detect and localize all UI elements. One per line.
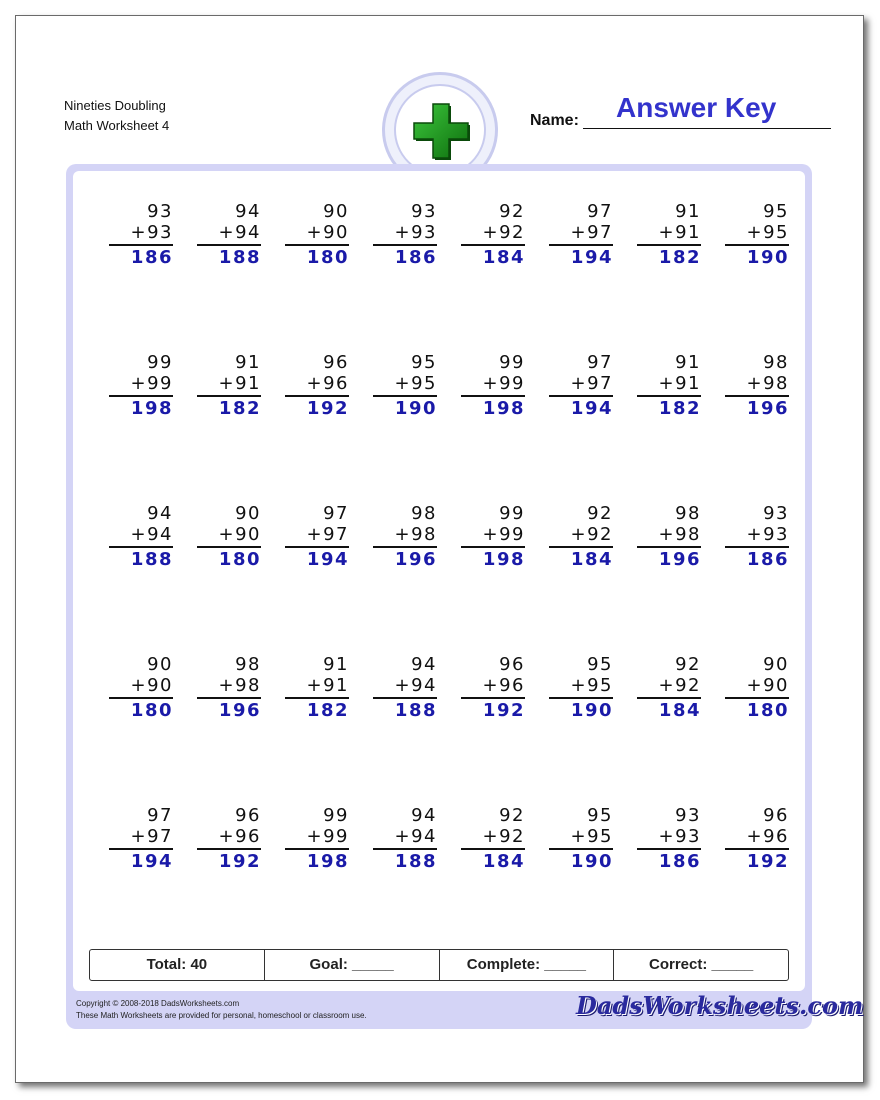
- answer: 190: [570, 851, 613, 872]
- problem: [549, 503, 613, 572]
- addend-bottom: +90: [746, 675, 789, 696]
- score-bar: [89, 949, 789, 981]
- answer: 184: [482, 851, 525, 872]
- problem: [461, 201, 525, 270]
- addend-top: 91: [323, 654, 349, 675]
- total-stat: Total: 40: [90, 950, 265, 980]
- addend-top: 96: [323, 352, 349, 373]
- answer: 186: [394, 247, 437, 268]
- problem: [197, 201, 261, 270]
- addend-bottom: +95: [394, 373, 437, 394]
- copyright-line-2: These Math Worksheets are provided for personal, homeschool or classroom use.: [76, 1011, 367, 1020]
- addend-top: 96: [763, 805, 789, 826]
- addend-top: 98: [411, 503, 437, 524]
- addend-top: 95: [587, 654, 613, 675]
- addend-bottom: +95: [570, 826, 613, 847]
- answer: 180: [218, 549, 261, 570]
- answer: 184: [658, 700, 701, 721]
- addend-bottom: +95: [746, 222, 789, 243]
- addend-top: 94: [147, 503, 173, 524]
- addend-bottom: +97: [570, 222, 613, 243]
- addend-top: 99: [323, 805, 349, 826]
- answer: 194: [306, 549, 349, 570]
- addend-top: 95: [587, 805, 613, 826]
- answer: 194: [570, 398, 613, 419]
- addend-bottom: +96: [746, 826, 789, 847]
- problem: [725, 352, 789, 421]
- problem: [725, 201, 789, 270]
- problem: [637, 654, 701, 723]
- addend-bottom: +98: [394, 524, 437, 545]
- addend-top: 97: [323, 503, 349, 524]
- addend-top: 97: [587, 352, 613, 373]
- problem: [197, 503, 261, 572]
- answer: 180: [130, 700, 173, 721]
- problem: [637, 201, 701, 270]
- problem: [461, 503, 525, 572]
- title-line-1: Nineties Doubling: [64, 98, 166, 113]
- addend-top: 97: [587, 201, 613, 222]
- problems-grid: [73, 171, 805, 991]
- problem: [109, 503, 173, 572]
- addend-bottom: +98: [218, 675, 261, 696]
- addend-top: 94: [411, 654, 437, 675]
- addend-top: 94: [411, 805, 437, 826]
- name-label: Name:: [530, 112, 579, 129]
- addend-bottom: +91: [658, 222, 701, 243]
- answer: 192: [218, 851, 261, 872]
- problem: [549, 654, 613, 723]
- answer: 198: [306, 851, 349, 872]
- addend-bottom: +99: [306, 826, 349, 847]
- addend-bottom: +90: [306, 222, 349, 243]
- problem: [461, 654, 525, 723]
- addend-top: 95: [411, 352, 437, 373]
- answer: 198: [130, 398, 173, 419]
- addend-top: 93: [411, 201, 437, 222]
- problem: [725, 503, 789, 572]
- plus-icon: [410, 100, 472, 162]
- problem: [725, 805, 789, 874]
- answer: 190: [394, 398, 437, 419]
- addend-bottom: +94: [218, 222, 261, 243]
- problem: [373, 352, 437, 421]
- answer: 186: [746, 549, 789, 570]
- answer: 180: [746, 700, 789, 721]
- addend-top: 99: [147, 352, 173, 373]
- addend-bottom: +99: [482, 373, 525, 394]
- addend-bottom: +93: [746, 524, 789, 545]
- addend-bottom: +99: [482, 524, 525, 545]
- problem: [285, 352, 349, 421]
- addend-top: 98: [675, 503, 701, 524]
- addend-bottom: +92: [570, 524, 613, 545]
- addend-top: 93: [147, 201, 173, 222]
- addend-bottom: +95: [570, 675, 613, 696]
- problem: [461, 805, 525, 874]
- answer: 180: [306, 247, 349, 268]
- worksheet-title: [64, 96, 169, 136]
- problem: [109, 201, 173, 270]
- answer: 196: [218, 700, 261, 721]
- copyright-line-1: Copyright © 2008-2018 DadsWorksheets.com: [76, 999, 240, 1008]
- addend-bottom: +98: [746, 373, 789, 394]
- answer: 194: [130, 851, 173, 872]
- addend-bottom: +94: [130, 524, 173, 545]
- answer: 182: [218, 398, 261, 419]
- addend-bottom: +98: [658, 524, 701, 545]
- answer: 188: [394, 700, 437, 721]
- answer: 194: [570, 247, 613, 268]
- addend-bottom: +91: [306, 675, 349, 696]
- addend-bottom: +93: [658, 826, 701, 847]
- problem: [197, 654, 261, 723]
- problem: [637, 503, 701, 572]
- answer: 198: [482, 549, 525, 570]
- worksheet-page: [15, 15, 864, 1083]
- addend-top: 92: [499, 201, 525, 222]
- answer: 182: [306, 700, 349, 721]
- addend-top: 92: [499, 805, 525, 826]
- addend-bottom: +92: [658, 675, 701, 696]
- addend-bottom: +92: [482, 222, 525, 243]
- answer: 186: [130, 247, 173, 268]
- addend-bottom: +96: [218, 826, 261, 847]
- name-line: [583, 128, 831, 129]
- answer: 186: [658, 851, 701, 872]
- addend-bottom: +97: [130, 826, 173, 847]
- problem: [109, 805, 173, 874]
- addend-top: 98: [763, 352, 789, 373]
- addend-top: 90: [763, 654, 789, 675]
- answer: 196: [746, 398, 789, 419]
- addend-bottom: +96: [306, 373, 349, 394]
- problem: [285, 503, 349, 572]
- addend-top: 93: [763, 503, 789, 524]
- addend-top: 91: [675, 201, 701, 222]
- problem: [461, 352, 525, 421]
- answer: 192: [306, 398, 349, 419]
- addend-bottom: +97: [570, 373, 613, 394]
- problem: [373, 805, 437, 874]
- answer: 196: [658, 549, 701, 570]
- copyright: [76, 998, 367, 1022]
- answer: 190: [570, 700, 613, 721]
- addend-top: 92: [587, 503, 613, 524]
- title-line-2: Math Worksheet 4: [64, 118, 170, 133]
- problems-frame: [66, 164, 812, 1029]
- problem: [725, 654, 789, 723]
- problem: [373, 654, 437, 723]
- answer: 192: [746, 851, 789, 872]
- addend-top: 99: [499, 503, 525, 524]
- addend-bottom: +91: [218, 373, 261, 394]
- answer: 188: [130, 549, 173, 570]
- addend-bottom: +94: [394, 826, 437, 847]
- addend-bottom: +91: [658, 373, 701, 394]
- problem: [549, 201, 613, 270]
- problem: [637, 805, 701, 874]
- addend-top: 92: [675, 654, 701, 675]
- brand-logo: DadsWorksheets.com: [576, 991, 864, 1020]
- addend-bottom: +99: [130, 373, 173, 394]
- problem: [109, 352, 173, 421]
- addend-top: 90: [235, 503, 261, 524]
- problem: [373, 201, 437, 270]
- addend-bottom: +92: [482, 826, 525, 847]
- addend-bottom: +93: [394, 222, 437, 243]
- answer: 184: [570, 549, 613, 570]
- problem: [285, 805, 349, 874]
- answer: 196: [394, 549, 437, 570]
- addend-bottom: +90: [218, 524, 261, 545]
- goal-stat: Goal: _____: [265, 950, 440, 980]
- addend-top: 97: [147, 805, 173, 826]
- problem: [285, 201, 349, 270]
- addend-bottom: +93: [130, 222, 173, 243]
- addend-top: 90: [147, 654, 173, 675]
- addend-bottom: +90: [130, 675, 173, 696]
- addend-bottom: +97: [306, 524, 349, 545]
- addend-top: 98: [235, 654, 261, 675]
- problem: [197, 805, 261, 874]
- addend-top: 94: [235, 201, 261, 222]
- addend-top: 91: [235, 352, 261, 373]
- addend-bottom: +94: [394, 675, 437, 696]
- addend-top: 96: [499, 654, 525, 675]
- answer-key-text: Answer Key: [616, 92, 777, 123]
- addend-top: 91: [675, 352, 701, 373]
- problem: [285, 654, 349, 723]
- answer: 182: [658, 247, 701, 268]
- problem: [549, 352, 613, 421]
- answer: 188: [218, 247, 261, 268]
- problem: [109, 654, 173, 723]
- addend-top: 95: [763, 201, 789, 222]
- correct-stat: Correct: _____: [649, 956, 754, 973]
- answer: 182: [658, 398, 701, 419]
- addend-top: 90: [323, 201, 349, 222]
- answer: 192: [482, 700, 525, 721]
- problem: [549, 805, 613, 874]
- answer: 188: [394, 851, 437, 872]
- answer: 198: [482, 398, 525, 419]
- addend-top: 93: [675, 805, 701, 826]
- addend-bottom: +96: [482, 675, 525, 696]
- answer: 184: [482, 247, 525, 268]
- addend-top: 96: [235, 805, 261, 826]
- complete-stat: Complete: _____: [440, 950, 615, 980]
- problem: [373, 503, 437, 572]
- addend-top: 99: [499, 352, 525, 373]
- problem: [197, 352, 261, 421]
- answer: 190: [746, 247, 789, 268]
- problem: [637, 352, 701, 421]
